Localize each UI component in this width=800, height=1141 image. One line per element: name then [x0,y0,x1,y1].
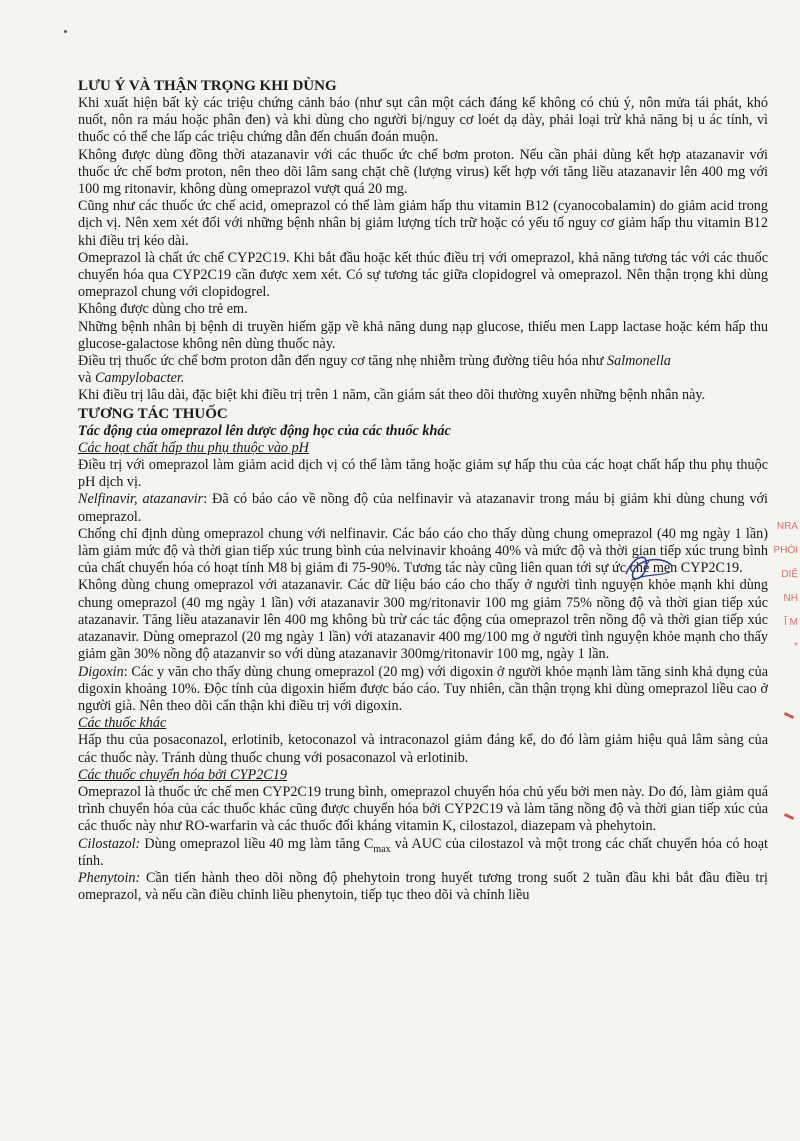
nelfinavir-text: : Đã có báo cáo về nồng độ của nelfinavir và atazanavir trong máu bị giảm khi dùng chung với omeprazol. [78,491,768,525]
caution-heading: LƯU Ý VÀ THẬN TRỌNG KHI DÙNG [78,78,337,94]
cilostazol-text-end: và AUC của cilostazol và một trong các chất chuyển hóa có hoạt tính. [78,835,769,869]
infection-and: và [78,370,95,387]
cilostazol-text: Dùng omeprazol liều 40 mg làm tăng C [140,835,374,852]
red-margin-mark [784,712,794,719]
cyp-paragraph: Omeprazol là thuốc ức chế men CYP2C19 trung bình, omeprazol chuyển hóa chủ yếu bởi men này. Do đó, làm giảm quá trình chuyển hóa của các thuốc khác cũng được chuyển hóa bởi CYP2C19 và làm tăng nồng độ và thời gian tiếp xúc của các thuốc này như RO-warfarin và các thuốc đối kháng vitamin K, cilostazol, diazepam và phehytoin. [78,783,768,835]
cmax-subscript: max [373,843,391,855]
ph-paragraph: Điều trị với omeprazol làm giảm acid dịch vị có thể làm tăng hoặc giảm sự hấp thu của các hoạt chất hấp thu phụ thuộc pH dịch vị. [78,457,768,491]
nelfinavir-detail: Chống chỉ định dùng omeprazol chung với nelfinavir. Các báo cáo cho thấy dùng chung omeprazol (40 mg ngày 1 lần) làm giảm mức độ và thời gian tiếp xúc trung bình của nelvinavir khoảng 40% và mức độ và thời gian tiếp xúc trung bình của chất chuyển hóa có hoạt tính M8 bị giảm đi 75-90%. Tương tác này cũng liên quan tới sự ức chế men CYP2C19. [78,525,768,577]
infection-paragraph [78,353,768,387]
campylobacter-term: Campylobacter. [94,370,185,387]
cilostazol-label: Cilostazol: [78,835,141,852]
phenytoin-label: Phenytoin: [78,869,141,886]
stamp-text: * [794,641,798,652]
scan-speck [64,30,67,33]
infection-text: Điều trị thuốc ức chế bơm proton dẫn đến nguy cơ tăng nhẹ nhiễm trùng đường tiêu hóa như [78,353,608,370]
stamp-text: NH [783,593,798,604]
stamp-text: Ĩ M [784,617,798,628]
caution-paragraph-4: Omeprazol là chất ức chế CYP2C19. Khi bắt đầu hoặc kết thúc điều trị với omeprazol, khả năng tương tác với các thuốc chuyển hóa qua CYP2C19 cần được xem xét. Có sự tương tác giữa clopidogrel và omeprazol. Nên thận trọng khi dùng omeprazol chung với clopidogrel. [78,249,768,301]
interactions-heading: TƯƠNG TÁC THUỐC [78,405,228,422]
stamp-text: DIỆ [781,569,798,580]
digoxin-text: : Các y văn cho thấy dùng chung omeprazol (20 mg) với digoxin ở người khỏe mạnh làm tăng sinh khả dụng của digoxin khoảng 10%. Độc tính của digoxin hiếm được báo cáo. Tuy nhiên, cần thận trọng khi dùng omeprazol liều cao ở người già. Nên theo dõi cẩn thận khi điều trị với digoxin. [78,663,768,714]
cyp-heading: Các thuốc chuyển hóa bởi CYP2C19 [78,766,287,783]
stamp-text: PHÒI [773,545,798,556]
atazanavir-detail: Không dùng chung omeprazol với atazanavir. Các dữ liệu báo cáo cho thấy ở người tình nguyện khỏe mạnh khi dùng chung omeprazol (40 mg ngày 1 lần) với atazanavir 300 mg/ritonavir 100 mg giảm 75% nồng độ và thời gian tiếp xúc atazanavir. Tăng liều atazanavir lên 400 mg không bù trừ các tác động của omeprazol trên nồng độ và thời gian tiếp xúc atazanavir. Dùng omeprazol (20 mg ngày 1 lần) với atazanavir 400 mg/100 mg ở người tình nguyện khỏe mạnh cho thấy giảm gần 30% nồng độ atazanvir so với dùng atazanavir 300mg/ritonavir 100 mg, ngày 1 lần. [78,577,768,663]
phenytoin-paragraph [78,870,768,904]
interactions-subheading: Tác động của omeprazol lên dược động học của các thuốc khác [78,422,451,439]
margin-stamp [762,515,800,655]
other-drugs-paragraph: Hấp thu của posaconazol, erlotinib, ketoconazol và intraconazol giảm đáng kể, do đó làm giảm hiệu quả lâm sàng của các thuốc này. Tránh dùng thuốc chung với posaconazol và erlotinib. [78,732,768,766]
salmonella-term: Salmonella [607,353,671,370]
nelfinavir-paragraph [78,491,768,525]
cilostazol-paragraph [78,836,768,870]
caution-paragraph-3: Cũng như các thuốc ức chế acid, omeprazol có thể làm giảm hấp thu vitamin B12 (cyanocobalamin) do giảm acid trong dịch vị. Nên xem xét đối với những bệnh nhân bị giảm lượng tích trữ hoặc có yếu tố nguy cơ giảm hấp thu vitamin B12 khi điều trị kéo dài. [78,198,768,249]
nelfinavir-label: Nelfinavir, atazanavir [78,491,204,508]
ph-heading: Các hoạt chất hấp thu phụ thuộc vào pH [78,439,309,456]
document-page [78,77,768,904]
caution-paragraph-6: Những bệnh nhân bị bệnh di truyền hiếm gặp về khả năng dung nạp glucose, thiếu men Lapp lactase hoặc kém hấp thu glucose-galactose không nên dùng thuốc này. [78,318,768,352]
caution-paragraph-1: Khi xuất hiện bất kỳ các triệu chứng cảnh báo (như sụt cân một cách đáng kể không có chủ ý, nôn mửa tái phát, khó nuốt, nôn ra máu hoặc phân đen) và khi dùng cho người bị/nguy cơ loét dạ dày, phải loại trừ khả năng bị u ác tính, vì thuốc có thể che lấp các triệu chứng dẫn đến chuẩn đoán muộn. [78,95,768,146]
handwritten-signature [620,548,680,588]
caution-paragraph-2: Không được dùng đồng thời atazanavir với các thuốc ức chế bơm proton. Nếu cần phải dùng kết hợp atazanavir với thuốc ức chế bơm proton, nên theo dõi lâm sang chặt chẽ (lượng virus) kết hợp với tăng liều atazanavir lên 400 mg với 100 mg ritonavir, không dùng omeprazol vượt quá 20 mg. [78,146,768,198]
caution-paragraph-5: Không được dùng cho trẻ em. [78,301,248,318]
digoxin-label: Digoxin [78,663,124,680]
long-term-paragraph: Khi điều trị lâu dài, đặc biệt khi điều trị trên 1 năm, cần giám sát theo dõi thường xuyên những bệnh nhân này. [78,387,706,404]
stamp-text: NRA [776,521,798,532]
other-drugs-heading: Các thuốc khác [78,715,167,732]
phenytoin-text: Cần tiến hành theo dõi nồng độ phehytoin trong huyết tương trong suốt 2 tuần đầu khi bắt đầu điều trị omeprazol, và nếu cần điều chỉnh liều phenytoin, tiếp tục theo dõi và chỉnh liều [78,869,768,904]
digoxin-paragraph [78,664,768,716]
red-margin-mark [784,813,794,820]
